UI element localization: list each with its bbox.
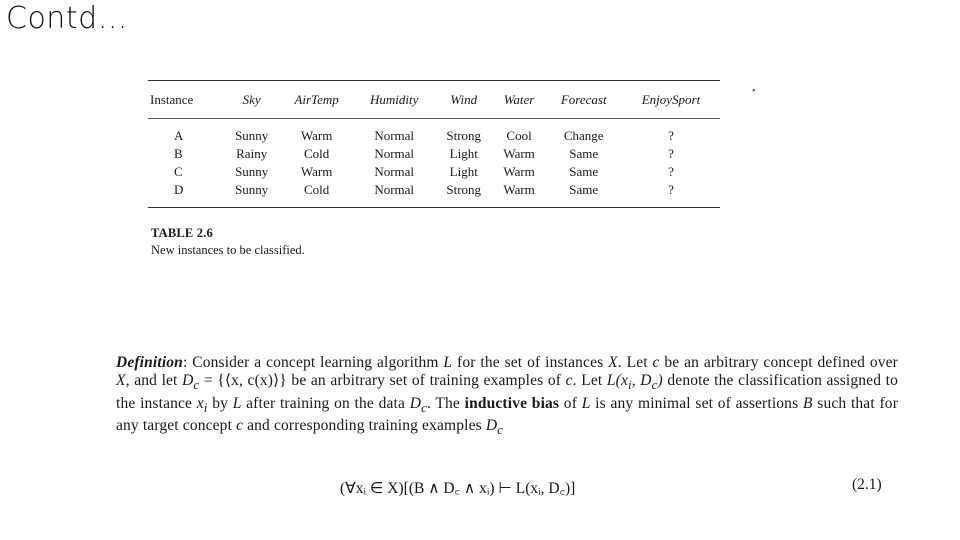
table-cell: Cool <box>506 128 532 143</box>
table-cell: ? <box>668 164 674 179</box>
definition-paragraph <box>116 354 898 440</box>
math-subscript: c <box>497 422 504 438</box>
math-symbol: D <box>182 372 194 390</box>
math-symbol: X <box>116 372 126 390</box>
definition-text: for the set of instances <box>452 354 609 371</box>
definition-text: is any minimal set of assertions <box>590 394 803 412</box>
inductive-bias-equation: (∀xᵢ ∈ X)[(B ∧ D꜀ ∧ xᵢ) ⊢ L(xᵢ, D꜀)] <box>340 480 576 497</box>
table-row <box>148 181 720 207</box>
definition-text: after training on the data <box>241 394 410 412</box>
table-cell: Normal <box>374 182 415 197</box>
column-header: AirTemp <box>294 92 339 107</box>
math-symbol: L <box>443 354 453 371</box>
math-symbol: c <box>652 354 660 371</box>
table-cell: ? <box>668 128 674 143</box>
table-cell: Cold <box>303 146 330 161</box>
table-cell: Light <box>449 146 478 161</box>
table-caption-text: New instances to be classified. <box>151 243 305 257</box>
inductive-bias-term: inductive bias <box>464 394 560 412</box>
table-row <box>148 163 720 181</box>
table-cell: Normal <box>374 164 415 179</box>
math-symbol: c <box>236 417 244 435</box>
table-cell: Cold <box>303 182 330 197</box>
definition-text: . Let <box>572 372 607 390</box>
table-cell: Strong <box>446 128 482 143</box>
definition-text: be an arbitrary concept defined over <box>659 354 898 371</box>
definition-text: such that for any target concept <box>116 394 899 435</box>
instances-table-block <box>148 80 720 208</box>
definition-label: Definition <box>116 354 183 371</box>
math-subscript: i <box>627 377 632 393</box>
math-subscript: c <box>193 377 200 393</box>
definition-text: of <box>559 394 582 412</box>
table-row <box>148 145 720 163</box>
definition-text: : Consider a concept learning algorithm <box>182 354 444 371</box>
instances-table <box>148 81 720 207</box>
math-symbol: B <box>802 394 813 412</box>
table-cell: D <box>174 182 184 197</box>
math-subscript: i <box>203 400 208 415</box>
column-header: Humidity <box>370 92 419 107</box>
definition-text: = {⟨x, c(x)⟩} be an arbitrary set of training examples of <box>199 372 566 390</box>
table-cell: Warm <box>503 182 535 197</box>
table-cell: ? <box>668 182 674 197</box>
table-cell: A <box>174 128 184 143</box>
table-cell: Sunny <box>235 182 269 197</box>
math-symbol: L <box>581 394 591 412</box>
table-cell: Strong <box>446 182 482 197</box>
definition-text: denote the classification assigned to the instance <box>116 372 899 412</box>
definition-text: and corresponding training examples <box>243 417 486 435</box>
table-cell: Warm <box>300 164 333 179</box>
math-symbol: ) <box>657 372 663 390</box>
column-header: Forecast <box>560 92 607 107</box>
math-symbol: D <box>485 417 498 435</box>
table-cell: Warm <box>503 164 535 179</box>
math-symbol: , D <box>631 372 652 390</box>
table-caption-label: TABLE 2.6 <box>151 226 213 240</box>
column-header: Water <box>503 92 535 107</box>
stray-mark: • <box>752 86 756 97</box>
table-cell: Light <box>449 164 478 179</box>
definition-text: . Let <box>617 354 653 371</box>
table-bottom-rule <box>148 207 720 208</box>
table-cell: B <box>174 146 183 161</box>
math-symbol: D <box>409 394 422 412</box>
math-symbol: L(x <box>606 372 628 390</box>
math-subscript: c <box>651 377 658 393</box>
definition-text: by <box>207 394 233 412</box>
definition-text: . The <box>426 394 465 412</box>
table-cell: C <box>174 164 183 179</box>
table-cell: Same <box>569 182 599 197</box>
table-cell: ? <box>668 146 674 161</box>
table-cell: Normal <box>374 128 415 143</box>
column-header: Sky <box>242 92 261 107</box>
column-header: Wind <box>450 92 478 107</box>
math-symbol: X <box>608 354 618 371</box>
table-row <box>148 119 720 145</box>
definition-text: , and let <box>125 372 183 390</box>
math-symbol: x <box>196 394 204 412</box>
column-header: Instance <box>150 92 194 107</box>
table-cell: Rainy <box>236 146 268 161</box>
math-symbol: c <box>565 372 573 390</box>
table-cell: Warm <box>503 146 535 161</box>
math-subscript: c <box>421 400 427 415</box>
table-cell: Change <box>563 128 604 143</box>
table-cell: Normal <box>374 146 415 161</box>
table-cell: Sunny <box>235 128 269 143</box>
math-symbol: L <box>232 394 242 412</box>
slide-title: Contd… <box>6 1 129 36</box>
table-cell: Same <box>569 164 599 179</box>
table-cell: Sunny <box>235 164 269 179</box>
column-header: EnjoySport <box>641 92 701 107</box>
equation-number: (2.1) <box>852 476 882 493</box>
table-header-row <box>148 81 720 118</box>
table-cell: Warm <box>300 128 333 143</box>
table-cell: Same <box>569 146 599 161</box>
table-caption <box>151 225 305 259</box>
